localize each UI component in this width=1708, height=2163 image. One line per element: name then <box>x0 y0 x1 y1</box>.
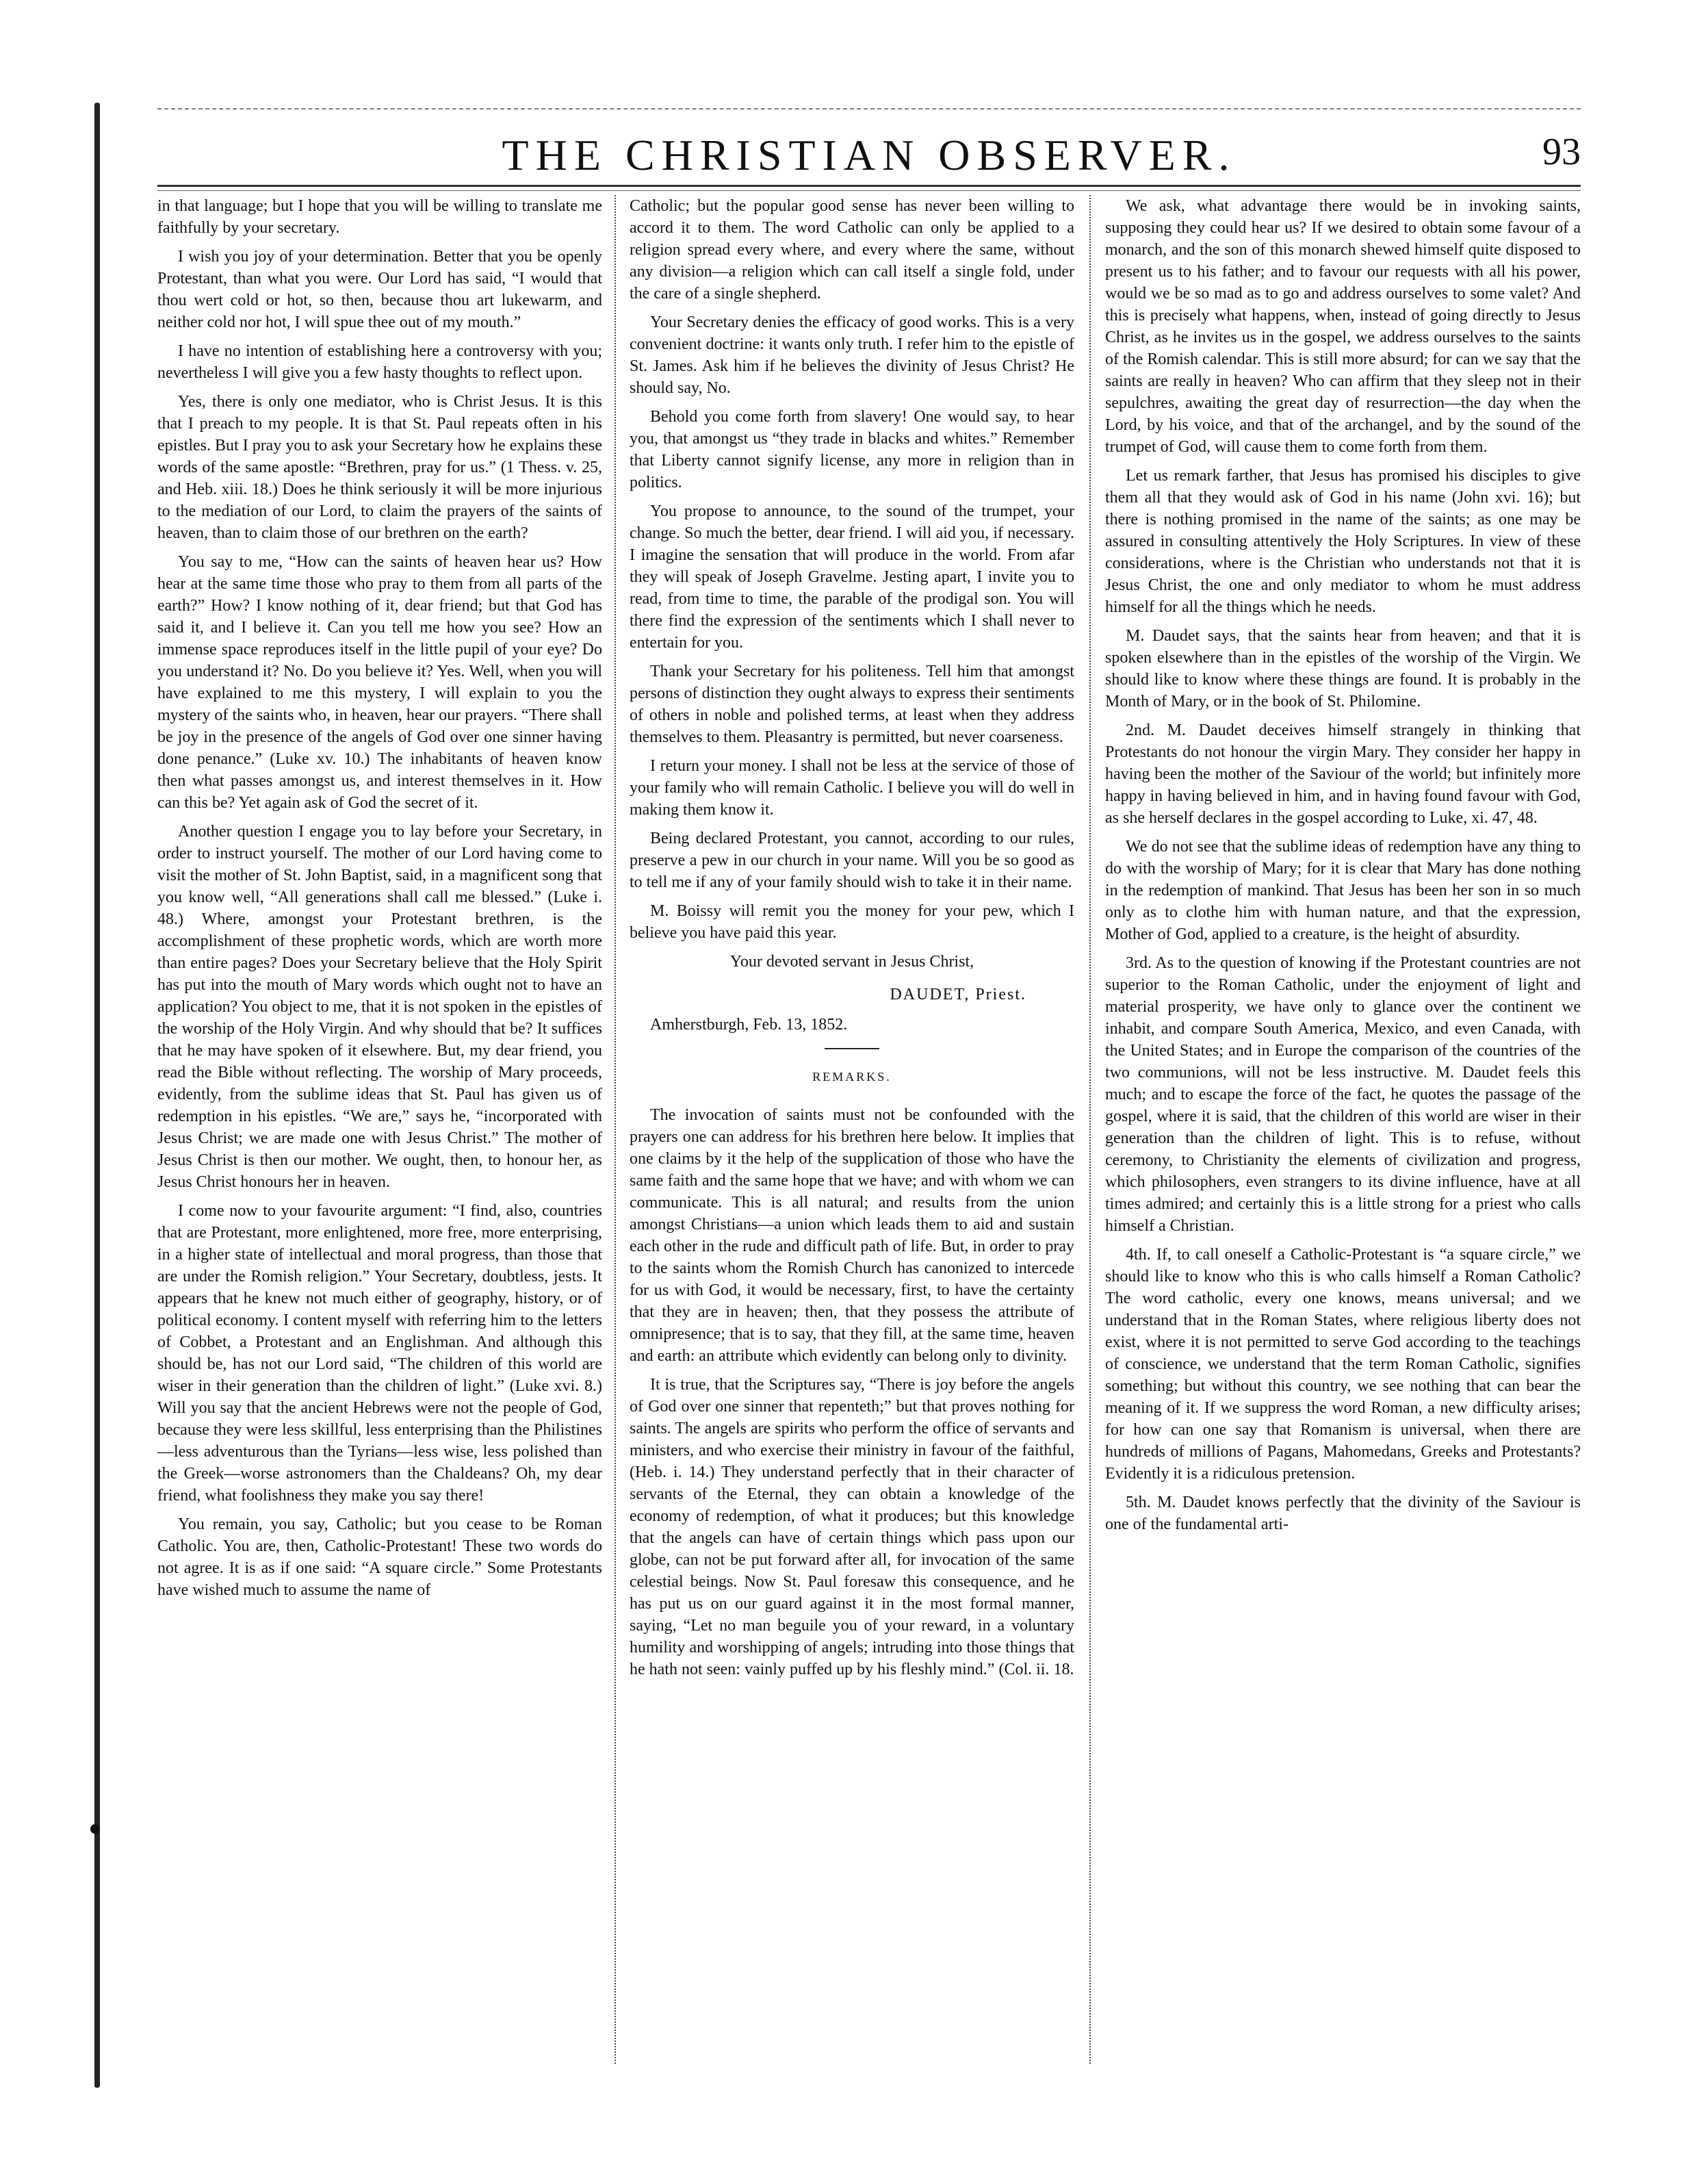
ink-dot <box>90 1824 100 1834</box>
paragraph: in that language; but I hope that you will be willing to translate me faithfully by your secretary. <box>157 197 602 237</box>
paragraph: I have no intention of establishing here a controversy with you; nevertheless I will give you a few hasty thoughts to reflect upon. <box>157 342 602 382</box>
paragraph: M. Boissy will remit you the money for your pew, which I believe you have paid this year. <box>630 902 1074 942</box>
running-title: THE CHRISTIAN OBSERVER. <box>502 131 1237 179</box>
column-1 <box>157 195 602 2112</box>
paragraph: Yes, there is only one mediator, who is Christ Jesus. It is this that I preach to my people. It is that St. Paul repeats often in his epistles. But I pray you to ask your Secretary how he explains these words of the same apostle: “Brethren, pray for us.” (1 Thess. v. 25, and Heb. xiii. 18.) Does he think seriously it will be more injurious to the mediation of our Lord, to claim the prayers of the saints of heaven, than to claim those of our brethren on the earth? <box>157 393 602 542</box>
text-columns <box>157 195 1581 2112</box>
signature: DAUDET, Priest. <box>890 986 1026 1003</box>
paragraph: Catholic; but the popular good sense has never been willing to accord it to them. The word Catholic can only be applied to a religion spread every where, and every where the same, without any division—a religion which can call itself a single fold, under the care of a single shepherd. <box>630 197 1074 303</box>
paragraph: 5th. M. Daudet knows perfectly that the divinity of the Saviour is one of the fundamental arti- <box>1105 1494 1581 1533</box>
page-header <box>157 130 1581 185</box>
paragraph: I wish you joy of your determination. Better that you be openly Protestant, than what you were. Our Lord has said, “I would that thou wert cold or hot, so then, because thou art lukewarm, and neither cold nor hot, I will spue thee out of my mouth.” <box>157 248 602 331</box>
place-date: Amherstburgh, Feb. 13, 1852. <box>650 1016 848 1034</box>
remarks-heading: REMARKS. <box>812 1070 892 1084</box>
short-rule <box>825 1048 879 1049</box>
paragraph: M. Daudet says, that the saints hear from heaven; and that it is spoken elsewhere than in the epistles of the worship of the Virgin. We should like to know where these things are found. It is probably in the Month of Mary, or in the book of St. Philomine. <box>1105 627 1581 711</box>
binding-edge <box>94 103 100 2088</box>
column-3 <box>1105 195 1581 2112</box>
paragraph: Thank your Secretary for his politeness. Tell him that amongst persons of distinction they ought always to express their sentiments of others in noble and polished terms, at least when they address themselves to them. Pleasantry is permitted, but never coarseness. <box>630 663 1074 746</box>
column-divider <box>614 195 616 2064</box>
column-2 <box>630 195 1074 2112</box>
paragraph: I return your money. I shall not be less at the service of those of your family who will remain Catholic. I believe you will do well in making them know it. <box>630 757 1074 819</box>
paragraph: Being declared Protestant, you cannot, according to our rules, preserve a pew in our church in your name. Will you be so good as to tell me if any of your family should wish to take it in their name. <box>630 830 1074 891</box>
salutation: Your devoted servant in Jesus Christ, <box>729 953 974 971</box>
paragraph: Behold you come forth from slavery! One would say, to hear you, that amongst us “they trade in blacks and whites.” Remember that Liberty cannot signify license, any more in religion than in politics. <box>630 408 1074 491</box>
paragraph: You say to me, “How can the saints of heaven hear us? How hear at the same time those who pray to them from all parts of the earth?” How? I know nothing of it, dear friend; but that God has said it, and I believe it. Can you tell me how you see? How an immense space reproduces itself in the little pupil of your eye? Do you understand it? No. Do you believe it? Yes. Well, when you will have explained to me this mystery, I will explain to you the mystery of the saints who, in heaven, hear our prayers. “There shall be joy in the presence of the angels of God over one sinner having done penance.” (Luke xv. 10.) The inhabitants of heaven know then what passes amongst us, and interest themselves in it. How can this be? Yet again ask of God the secret of it. <box>157 553 602 812</box>
column-divider <box>1089 195 1091 2064</box>
paragraph: It is true, that the Scriptures say, “There is joy before the angels of God over one sinner that repenteth;” but that proves nothing for saints. The angels are spirits who perform the office of servants and ministers, and who exercise their ministry in favour of the faithful, (Heb. i. 14.) They understand perfectly that in their character of servants of the Eternal, they can obtain a knowledge of the economy of redemption, of what it produces; but this knowledge that the angels can have of certain things which pass upon our globe, can not be put forward after all, for invocation of the same celestial beings. Now St. Paul foresaw this consequence, and he has put us on our guard against it in the most formal manner, saying, “Let no man beguile you of your reward, in a voluntary humility and worshipping of angels; intruding into those things that he hath not seen: vainly puffed up by his fleshly mind.” (Col. ii. 18. <box>630 1376 1074 1678</box>
paragraph: We ask, what advantage there would be in invoking saints, supposing they could hear us? If we desired to obtain some favour of a monarch, and the son of this monarch shewed himself quite disposed to present us to his father; and to favour our requests with all his power, would we be so mad as to go and address ourselves to some valet? And this is precisely what happens, when, instead of going directly to Jesus Christ, as he invites us in the gospel, we address ourselves to the saints of the Romish calendar. This is still more absurd; for can we say that the saints are really in heaven? Who can affirm that they sleep not in their sepulchres, awaiting the great day of resurrection—the day when the Lord, by his voice, and that of the archangel, and by the sound of the trumpet of God, will cause them to come forth from them. <box>1105 197 1581 456</box>
paragraph: I come now to your favourite argument: “I find, also, countries that are Protestant, more enlightened, more free, more enterprising, in a higher state of intellectual and moral progress, than those that are under the Romish religion.” Your Secretary, doubtless, jests. It appears that he knew not much either of geography, history, or of political economy. I content myself with referring him to the letters of Cobbet, a Protestant and an Englishman. And although this should be, has not our Lord said, “The children of this world are wiser in their generation than the children of light.” (Luke xvi. 8.) Will you say that the ancient Hebrews were not the people of God, because they were less skillful, less enterprising than the Philistines—less adventurous than the Tyrians—less wise, less polished than the Greek—worse astronomers than the Chaldeans? Oh, my dear friend, what foolishness they make you say there! <box>157 1202 602 1505</box>
top-border-noise <box>157 108 1581 122</box>
paragraph: The invocation of saints must not be confounded with the prayers one can address for his brethren here below. It implies that one claims by it the help of the supplication of those who have the same faith and the same hope that we have; and with whom we can communicate. This is all natural; and results from the union amongst Christians—a union which leads them to aid and sustain each other in the rude and difficult path of life. But, in order to pray to the saints whom the Romish Church has canonized to intercede for us with God, it would be necessary, first, to have the certainty that they are in heaven; then, that they possess the attribute of omnipresence; that is to say, that they fill, at the same time, heaven and earth: an attribute which evidently can belong only to divinity. <box>630 1106 1075 1365</box>
paragraph: We do not see that the sublime ideas of redemption have any thing to do with the worship of Mary; for it is clear that Mary has done nothing in the redemption of mankind. That Jesus has been her son in so much only as to clothe him with human nature, and that the expression, Mother of God, applied to a creature, is the height of absurdity. <box>1105 838 1581 943</box>
paragraph: 3rd. As to the question of knowing if the Protestant countries are not superior to the Roman Catholic, under the enjoyment of light and material prosperity, we have only to glance over the continent we inhabit, and compare South America, Mexico, and even Canada, with the United States; and in Europe the comparison of the countries of the two communions, will not be less instructive. M. Daudet feels this much; and to escape the force of the fact, he quotes the passage of the gospel, where it is said, that the children of this world are wiser in their generation than the children of light. This is to refuse, without ceremony, to Christianity the elements of civilization and progress, which philosophers, even strangers to its divine influence, have at all times admired; and certainly this is a little strong for a priest who calls himself a Christian. <box>1105 954 1581 1235</box>
paragraph: You remain, you say, Catholic; but you cease to be Roman Catholic. You are, then, Catholic-Protestant! These two words do not agree. It is as if one said: “A square circle.” Some Protestants have wished much to assume the name of <box>157 1515 602 1599</box>
header-rule <box>157 185 1581 191</box>
paragraph: Your Secretary denies the efficacy of good works. This is a very convenient doctrine: it wants only truth. I refer him to the epistle of St. James. Ask him if he believes the divinity of Jesus Christ? He should say, No. <box>630 313 1074 397</box>
paragraph: 4th. If, to call oneself a Catholic-Protestant is “a square circle,” we should like to know who this is who calls himself a Roman Catholic? The word catholic, every one knows, means universal; and we understand that in the Roman States, where religious liberty does not exist, where it is not permitted to serve God according to the teachings of conscience, we understand that the term Roman Catholic, signifies something; but without this country, we see nothing that can bear the meaning of it. If we suppress the word Roman, a new difficulty arises; for how can one say that Romanism is universal, when there are hundreds of millions of Pagans, Mahomedans, Greeks and Protestants? Evidently it is a ridiculous pretension. <box>1105 1246 1581 1483</box>
paragraph: Another question I engage you to lay before your Secretary, in order to instruct yourself. The mother of our Lord having come to visit the mother of St. John Baptist, said, in a magnificent song that you know well, “All generations shall call me blessed.” (Luke i. 48.) Where, amongst your Protestant brethren, is the accomplishment of these prophetic words, which are worth more than entire pages? Does your Secretary believe that the Holy Spirit has put into the mouth of Mary words which ought not to have an application? You object to me, that it is not spoken in the epistles of the worship of the Holy Virgin. And why should that be? It suffices that he may have spoken of it elsewhere. But, my dear friend, you read the Bible without reflecting. The worship of Mary proceeds, evidently, from the sublime ideas that St. Paul has given us of redemption in his epistles. “We are,” says he, “incorporated with Jesus Christ; we are made one with Jesus Christ.” The mother of Jesus Christ is then our mother. We ought, then, to honour her, as Jesus Christ honours her in heaven. <box>157 823 602 1191</box>
paragraph: Let us remark farther, that Jesus has promised his disciples to give them all that they would ask of God in his name (John xvi. 16); but there is nothing promised in the name of the saints; as one may be assured in consulting attentively the Holy Scriptures. In view of these considerations, where is the Christian who understands not that it is Jesus Christ, the one and only mediator to whom he must address himself for all the things which he needs. <box>1105 467 1581 616</box>
paragraph: You propose to announce, to the sound of the trumpet, your change. So much the better, dear friend. I will aid you, if necessary. I imagine the sensation that will produce in the world. From afar they will speak of Joseph Gravelme. Jesting apart, I invite you to read, from time to time, the parable of the prodigal son. You will there find the expression of the sentiments which I shall never to entertain for you. <box>630 502 1074 652</box>
page-number: 93 <box>1542 131 1581 173</box>
paragraph: 2nd. M. Daudet deceives himself strangely in thinking that Protestants do not honour the virgin Mary. They consider her happy in having been the mother of the Saviour of the world; but infinitely more happy in having believed in him, and in having found favour with God, as she herself declares in the gospel according to Luke, xi. 47, 48. <box>1105 721 1581 827</box>
